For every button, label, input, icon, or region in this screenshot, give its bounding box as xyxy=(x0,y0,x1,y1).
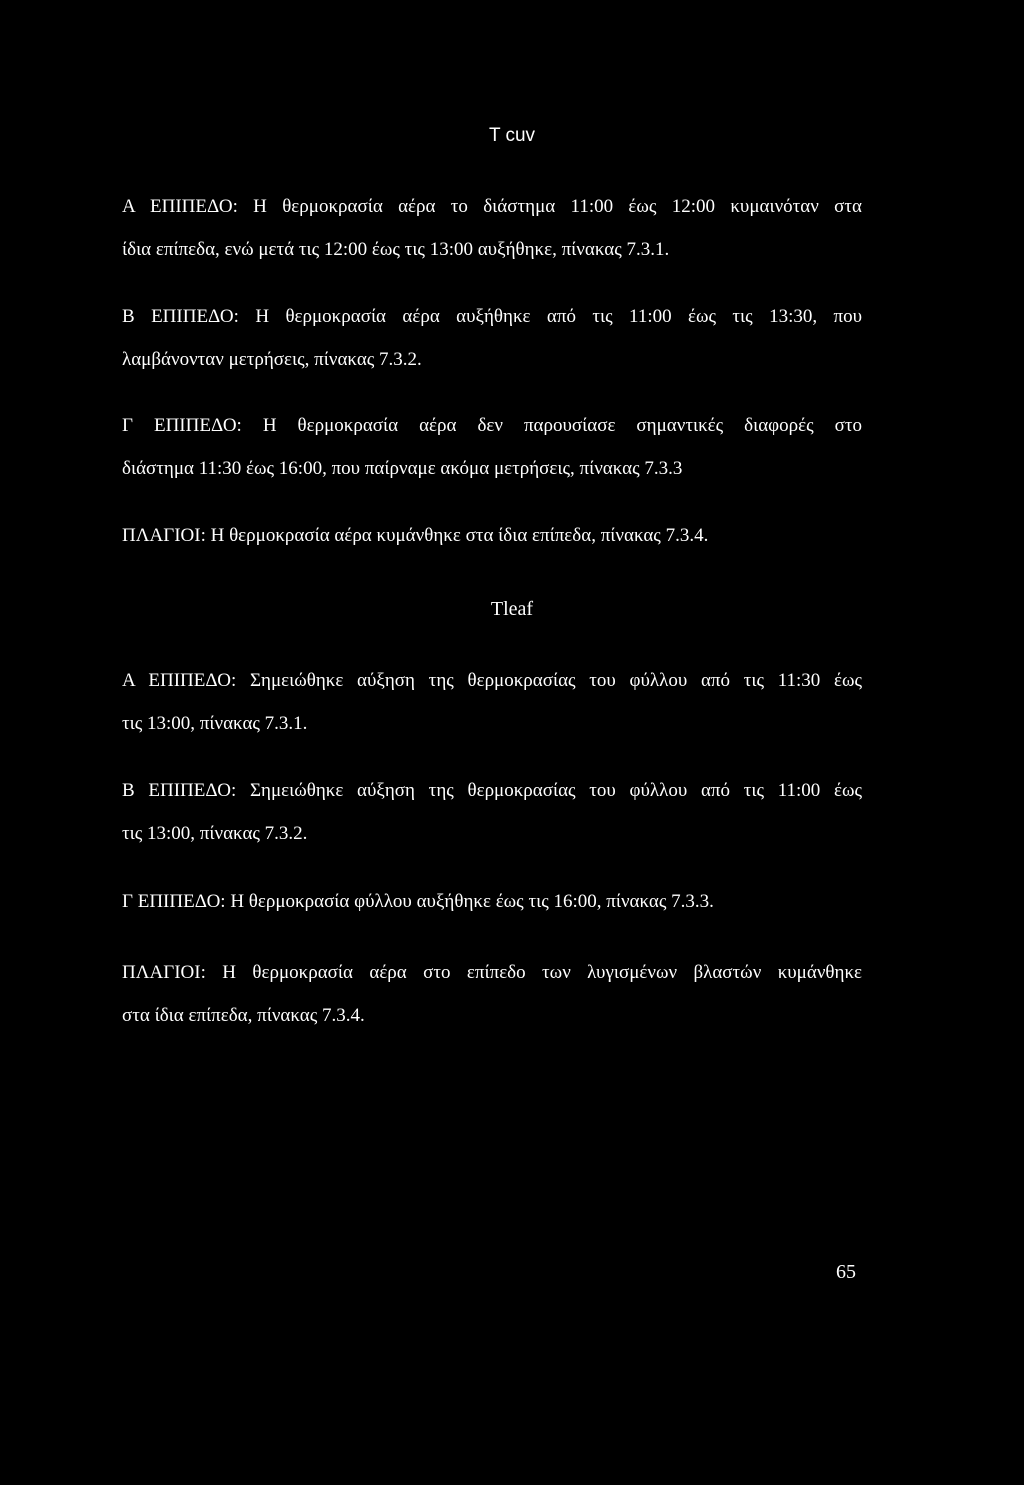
paragraph-line: Α ΕΠΙΠΕΔΟ: Η θερμοκρασία αέρα το διάστημα 11:00 έως 12:00 κυμαινόταν στα xyxy=(122,196,862,217)
paragraph-line: Β ΕΠΙΠΕΔΟ: Σημειώθηκε αύξηση της θερμοκρασίας του φύλλου από τις 11:00 έως xyxy=(122,780,862,801)
paragraph-line: λαμβάνονταν μετρήσεις, πίνακας 7.3.2. xyxy=(122,349,422,370)
paragraph-line: Α ΕΠΙΠΕΔΟ: Σημειώθηκε αύξηση της θερμοκρασίας του φύλλου από τις 11:30 έως xyxy=(122,670,862,691)
paragraph-tcuv-level-c xyxy=(122,404,862,490)
section-heading-tleaf: Tleaf xyxy=(490,598,534,620)
paragraph-line: διάστημα 11:30 έως 16:00, που παίρναμε ακόμα μετρήσεις, πίνακας 7.3.3 xyxy=(122,458,683,479)
paragraph-tcuv-level-b xyxy=(122,295,862,381)
paragraph-line: Β ΕΠΙΠΕΔΟ: Η θερμοκρασία αέρα αυξήθηκε από τις 11:00 έως τις 13:30, που xyxy=(122,306,862,327)
paragraph-tcuv-level-a xyxy=(122,185,862,271)
paragraph-tleaf-level-c xyxy=(122,880,862,923)
paragraph-line: στα ίδια επίπεδα, πίνακας 7.3.4. xyxy=(122,1005,365,1026)
paragraph-line: τις 13:00, πίνακας 7.3.2. xyxy=(122,823,308,844)
paragraph-line: ΠΛΑΓΙΟΙ: Η θερμοκρασία αέρα στο επίπεδο των λυγισμένων βλαστών κυμάνθηκε xyxy=(122,962,862,983)
paragraph-line: Γ ΕΠΙΠΕΔΟ: Η θερμοκρασία αέρα δεν παρουσίασε σημαντικές διαφορές στο xyxy=(122,415,862,436)
paragraph-line: Γ ΕΠΙΠΕΔΟ: Η θερμοκρασία φύλλου αυξήθηκε έως τις 16:00, πίνακας 7.3.3. xyxy=(122,891,714,912)
paragraph-line: τις 13:00, πίνακας 7.3.1. xyxy=(122,713,308,734)
paragraph-tleaf-sides xyxy=(122,951,862,1037)
page-number: 65 xyxy=(836,1261,856,1283)
paragraph-tcuv-sides xyxy=(122,514,862,557)
paragraph-line: ίδια επίπεδα, ενώ μετά τις 12:00 έως τις 13:00 αυξήθηκε, πίνακας 7.3.1. xyxy=(122,239,670,260)
section-heading-tcuv: T cuv xyxy=(488,125,536,146)
paragraph-tleaf-level-a xyxy=(122,659,862,745)
paragraph-line: ΠΛΑΓΙΟΙ: Η θερμοκρασία αέρα κυμάνθηκε στα ίδια επίπεδα, πίνακας 7.3.4. xyxy=(122,525,709,546)
paragraph-tleaf-level-b xyxy=(122,769,862,855)
